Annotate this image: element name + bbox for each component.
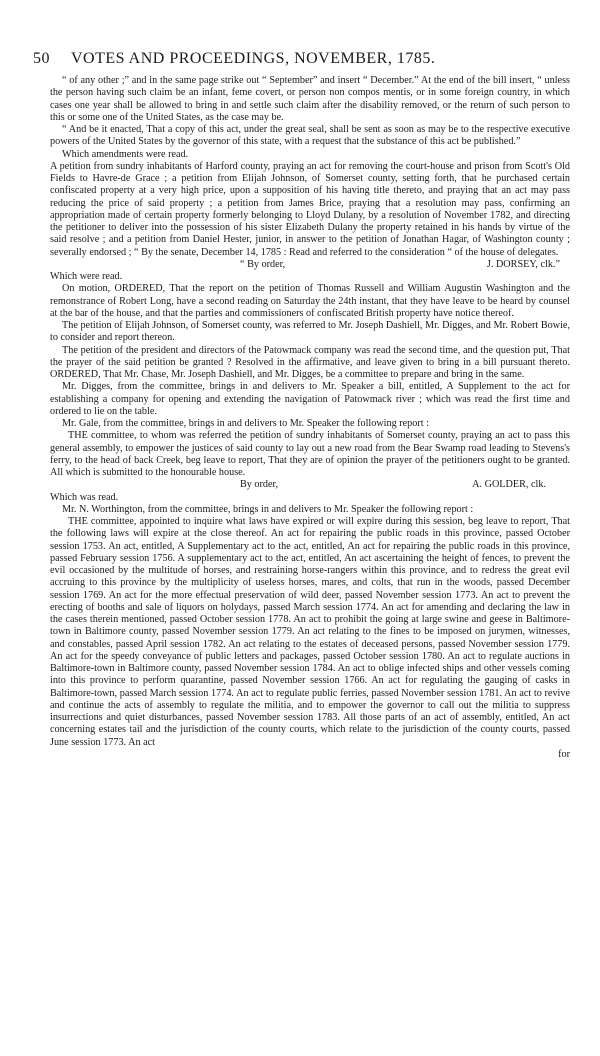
- report-paragraph: THE committee, to whom was referred the petition of sundry inhabitants of Somerset county, praying an act to pass this general assembly, to empower the justices of said county to lay out a new road from the Bear Swamp road leading to Stevens's ferry, to the head of back Creek, beg leave to report, That they are of opinion the prayer of the petitioners ought to be granted. All which is submitted to the honourable house.: [50, 430, 570, 478]
- signature-clerk: A. GOLDER, clk.: [472, 479, 546, 491]
- paragraph: A petition from sundry inhabitants of Harford county, praying an act for removing the court-house and prison from Scott's Old Fields to Havre-de Grace ; a petition from Elijah Johnson, of Somerset county, setting forth, that he purchased certain confiscated property at a very high price, upon a supposition of his having title thereto, and praying that an act may pass reducing the price of said property ; a petition from James Brice, praying that a resolution may pass, confirming an appropriation made of certain property formerly belonging to Lloyd Dulany, by a resolution of November 1782, and directing the petitioner to deliver into the possession of his sister Elizabeth Dulany the property retained in his hands by virtue of the said resolve ; and a petition from Daniel Hester, junior, in answer to the petition of Jonathan Hagar, of Washington county ; severally endorsed ; “ By the senate, December 14, 1785 : Read and referred to the consideration “ of the house of delegates.: [50, 160, 570, 258]
- report-paragraph: THE committee, appointed to inquire what laws have expired or will expire during this session, beg leave to report, That the following laws will expire at the close thereof. An act for repairing the public roads in this province, passed October session 1753. An act, entitled, A Supplementary act to the act, entitled, An act for repairing the public roads in this province, passed February session 1756. A supplementary act to the act, entitled, An act ascertaining the height of fences, to prevent the evil occasioned by the multitude of horses, and restraining horse-rangers within this province, and to redress the great evil accruing to this province by the multiplicity of useless horses, mares, and colts, that run in the woods, passed December session 1769. An act for the more effectual preservation of wild deer, passed November session 1773. An act to prevent the erecting of booths and sale of liquors on holydays, passed March session 1774. An act for amending and declaring the law in the cases therein mentioned, passed October session 1778. An act to prohibit the going at large swine and geese in Baltimore-town in Baltimore county, passed November session 1779. An act relating to the fines to be imposed on jurymen, witnesses, and constables, passed April session 1782. An act relating to the estates of deceased persons, passed November session 1779. An act for the speedy conveyance of public letters and packages, passed October session 1780. An act to regulate auctions in Baltimore-town in Baltimore county, passed November session 1784. An act to oblige infected ships and other vessels coming into this province to perform quarantine, passed November session 1766. An act for regulating the gauging of casks in Baltimore-town, passed March session 1774. An act to regulate public ferries, passed November session 1781. An act to revive and continue the acts of assembly to regulate the militia, and to empower the governor to call out the militia to suppress insurrections and quiet disturbances, passed November session 1783. All those parts of an act of assembly, entitled, An act concerning estates tail and the jurisdiction of the county courts, which relate to the jurisdiction of the county courts, passed June session 1773. An act: [50, 516, 570, 748]
- running-header: [33, 50, 553, 72]
- signature-order: By order,: [240, 479, 279, 491]
- paragraph: The petition of the president and directors of the Patowmack company was read the second time, and the question put, That the prayer of the said petition be granted ? Resolved in the affirmative, and leave given to bring in a bill pursuant thereto. ORDERED, That Mr. Chase, Mr. Joseph Dashiell, and Mr. Digges, be a committee to prepare and bring in the same.: [50, 344, 570, 380]
- paragraph: The petition of Elijah Johnson, of Somerset county, was referred to Mr. Joseph Dashiell, Mr. Digges, and Mr. Robert Bowie, to consider and report thereon.: [50, 320, 570, 344]
- signature-clerk: J. DORSEY, clk.”: [486, 258, 560, 270]
- paragraph: Which was read.: [50, 491, 119, 503]
- page-body: [50, 75, 570, 761]
- paragraph: “ And be it enacted, That a copy of this act, under the great seal, shall be sent as soon as may be to the respective executive powers of the United States by the governor of this state, with a request that the substance of this act be published.”: [50, 124, 570, 148]
- running-title: VOTES AND PROCEEDINGS, NOVEMBER, 1785.: [71, 50, 436, 67]
- paragraph: Which were read.: [50, 271, 123, 282]
- page-number: 50: [33, 50, 50, 67]
- paragraph: Mr. Gale, from the committee, brings in and delivers to Mr. Speaker the following report :: [62, 418, 429, 429]
- signature-line: [50, 479, 570, 491]
- catchword: for: [558, 748, 570, 760]
- paragraph: “ of any other ;” and in the same page strike out “ September” and insert “ December.” At the end of the bill insert, “ unless the person having such claim be an infant, feme covert, or person non compos mentis, or in some foreign country, in which cases one year shall be allowed to bring in and settle such claim after the disability removed, or the return of such person to this or some one of the United States, as the case may be.: [50, 75, 570, 123]
- paragraph: On motion, ORDERED, That the report on the petition of Thomas Russell and William Augustin Washington and the remonstrance of Robert Long, have a second reading on Saturday the 24th instant, that they have leave to be heard by counsel at the bar of the house, and that the parties and commissioners of confiscated British property have notice thereof.: [50, 283, 570, 319]
- signature-order: “ By order,: [240, 258, 286, 270]
- paragraph: Which amendments were read.: [62, 148, 189, 160]
- signature-line: [50, 259, 570, 271]
- paragraph: Mr. Digges, from the committee, brings in and delivers to Mr. Speaker a bill, entitled, A Supplement to the act for establishing a company for opening and extending the navigation of Patowmack river ; which was read the first time and ordered to lie on the table.: [50, 381, 570, 417]
- paragraph: Mr. N. Worthington, from the committee, brings in and delivers to Mr. Speaker the following report :: [62, 503, 474, 515]
